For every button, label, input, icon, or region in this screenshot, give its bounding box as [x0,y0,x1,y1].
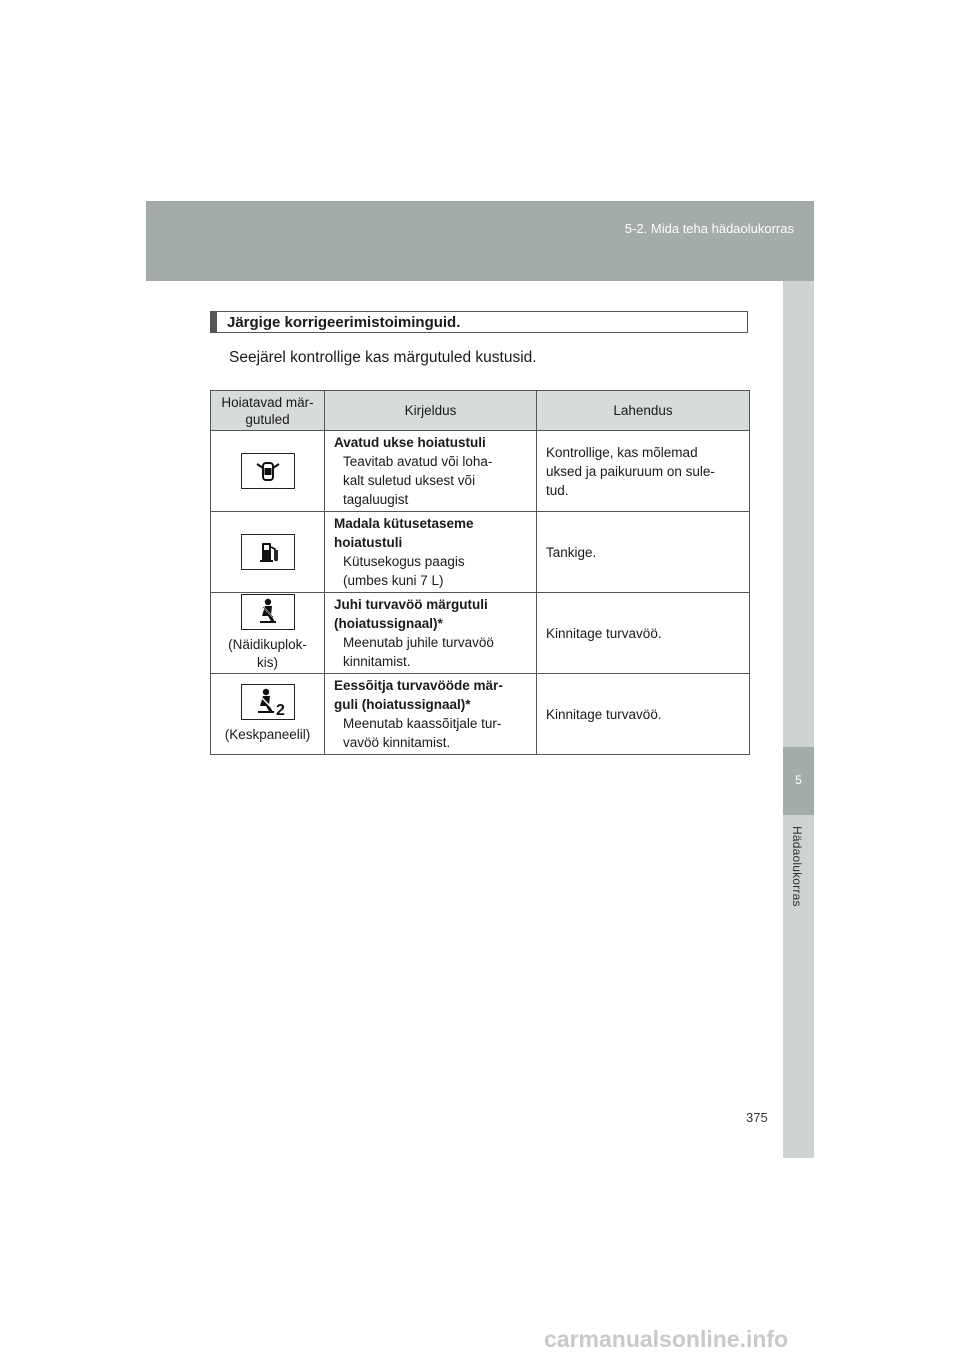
solution-cell: Kinnitage turvavöö. [537,674,750,755]
intro-text: Seejärel kontrollige kas märgutuled kustusid. [229,349,537,366]
header-solution: Lahendus [537,391,750,431]
step-marker [211,312,217,332]
desc-title: Avatud ukse hoiatustuli [334,435,486,450]
warning-lights-table [210,390,750,755]
desc-title: Eessõitja turvavööde mär- guli (hoiatussignaal)* [334,678,503,712]
description-cell [325,512,537,593]
icon-cell [211,512,325,593]
header-description: Kirjeldus [325,391,537,431]
step-heading [210,311,748,333]
door-open-warning-icon [241,453,295,489]
icon-caption: (Näidikuplok- kis) [228,637,307,670]
desc-text: Meenutab kaassõitjale tur- vavöö kinnitamist. [343,716,502,750]
table-header-row [211,391,750,431]
icon-cell [211,674,325,755]
passenger-seatbelt-icon [241,684,295,720]
description-cell [325,674,537,755]
desc-text: Meenutab juhile turvavöö kinnitamist. [343,635,494,669]
header-warning-lights: Hoiatavad mär- gutuled [211,391,325,431]
seatbelt-icon [241,594,295,630]
desc-text: Kütusekogus paagis (umbes kuni 7 L) [343,554,465,588]
side-tab-strip [783,281,814,1158]
solution-cell: Tankige. [537,512,750,593]
chapter-number: 5 [795,773,802,787]
chapter-tab[interactable] [783,747,814,815]
desc-text: Teavitab avatud või loha- kalt suletud uksest või tagaluugist [343,454,493,507]
section-title: 5-2. Mida teha hädaolukorras [624,221,794,236]
chapter-label: Hädaolukorras [790,826,804,907]
desc-title: Madala kütusetaseme hoiatustuli [334,516,474,550]
icon-cell [211,431,325,512]
table-row [211,674,750,755]
description-cell [325,431,537,512]
solution-cell: Kinnitage turvavöö. [537,593,750,674]
solution-cell: Kontrollige, kas mõlemad uksed ja paikuruum on sule- tud. [537,431,750,512]
table-row [211,431,750,512]
step-title: Järgige korrigeerimistoiminguid. [227,314,461,331]
icon-caption: (Keskpaneelil) [224,727,311,742]
icon-cell [211,593,325,674]
svg-text:2: 2 [275,702,285,719]
description-cell [325,593,537,674]
header-band [146,201,814,281]
watermark: carmanualsonline.info [544,1326,789,1352]
fuel-pump-icon [241,534,295,570]
table-row [211,593,750,674]
desc-title: Juhi turvavöö märgutuli (hoiatussignaal)* [334,597,488,631]
page-number: 375 [746,1110,768,1125]
table-row [211,512,750,593]
